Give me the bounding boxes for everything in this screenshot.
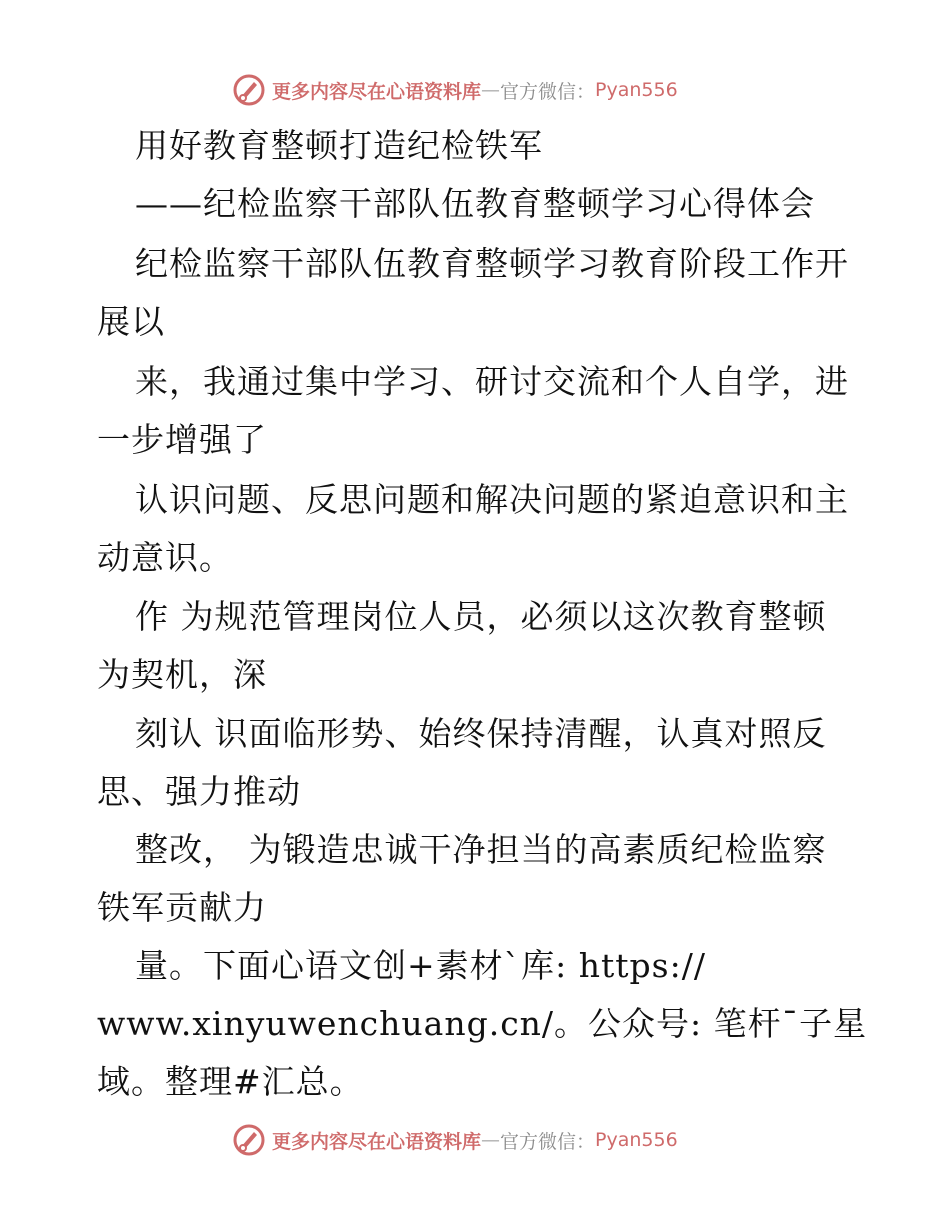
watermark-sub-text: 官方微信： (500, 1130, 596, 1153)
body-line: 整改， 为锻造忠诚干净担当的高素质纪检监察 (135, 830, 827, 869)
watermark-sub-text: 官方微信： (500, 80, 596, 103)
watermark-wechat-id: Pyan556 (595, 1129, 678, 1151)
body-line: 量。下面心语文创+素材`库: https:// (135, 946, 706, 985)
body-line: 纪检监察干部队伍教育整顿学习教育阶段工作开 (135, 244, 849, 283)
body-line: 作 为规范管理岗位人员，必须以这次教育整顿 (135, 597, 827, 636)
watermark-wechat-id: Pyan556 (595, 79, 678, 101)
body-line: 展以 (97, 302, 165, 341)
body-line: 动意识。 (97, 538, 233, 577)
body-line: 思、强力推动 (97, 772, 301, 811)
body-line: 来，我通过集中学习、研讨交流和个人自学，进 (135, 362, 849, 401)
body-line: www.xinyuwenchuang.cn/。公众号: 笔杆¯子星 (97, 1004, 868, 1043)
document-subtitle: ——纪检监察干部队伍教育整顿学习心得体会 (135, 184, 815, 223)
watermark-dash: — (481, 1129, 501, 1151)
watermark-footer (232, 1120, 712, 1160)
watermark-main-text: 更多内容尽在心语资料库 (272, 1130, 482, 1153)
body-line: 认识问题、反思问题和解决问题的紧迫意识和主 (135, 480, 849, 519)
body-line: 刻认 识面临形势、始终保持清醒，认真对照反 (135, 714, 827, 753)
brush-logo-icon (232, 1123, 266, 1157)
document-title: 用好教育整顿打造纪检铁军 (135, 126, 543, 165)
watermark-header (232, 70, 712, 110)
body-line: 域。整理#汇总。 (97, 1062, 364, 1101)
watermark-main-text: 更多内容尽在心语资料库 (272, 80, 482, 103)
body-line: 为契机，深 (97, 655, 267, 694)
brush-logo-icon (232, 73, 266, 107)
body-line: 铁军贡献力 (97, 888, 267, 927)
watermark-dash: — (481, 79, 501, 101)
body-line: 一步增强了 (97, 420, 267, 459)
